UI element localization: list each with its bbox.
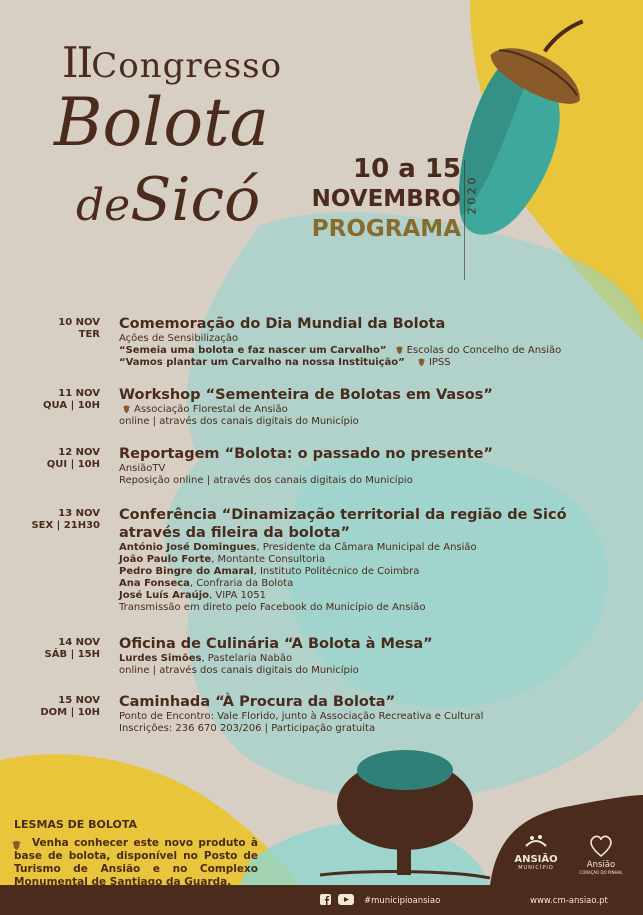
event-body: Caminhada “À Procura da Bolota” Ponto de Encontro: Vale Florido, junto à Associação Recreativa e Cultural Inscrições: 236 670 203/206 | Participação gratuita	[119, 693, 599, 735]
title-line-bolota: Bolota	[54, 84, 269, 161]
event-title-cont: através da fileira da bolota”	[119, 525, 351, 541]
event-title: Conferência “Dinamização territorial da região de Sicó	[119, 507, 567, 523]
programa-label: PROGRAMA	[311, 216, 461, 242]
acorn-icon	[123, 404, 130, 413]
event-body: Conferência “Dinamização territorial da região de Sicó através da fileira da bolota” António José Domingues, Presidente da Câmara Municipal de Ansião João Paulo Forte, Montante Consultoria Pedro Bingre do Amaral, Instituto Politécnico de Coimbra Ana Fonseca, Confraria da Bolota José Luís Araújo, VIPA 1051 Transmissão em direto pelo Facebook do Município de Ansião	[119, 506, 599, 614]
event-date: 10 NOV TER	[58, 317, 100, 340]
event-title: Workshop “Sementeira de Bolotas em Vasos”	[119, 387, 493, 403]
event-date: 13 NOV SEX | 21H30	[31, 508, 100, 531]
event-body: Workshop “Sementeira de Bolotas em Vasos” Associação Florestal de Ansião online | através dos canais digitais do Município	[119, 386, 599, 428]
congress-title	[40, 30, 310, 250]
event-date: 12 NOV QUI | 10H	[46, 447, 100, 470]
date-range: 10 a 15	[352, 154, 461, 184]
youtube-icon[interactable]	[338, 894, 354, 905]
lesmas-body: Venha conhecer este novo produto à base de bolota, disponível no Posto de Turismo de Ansião e no Complexo Monumental de Santiago da Guarda.	[14, 837, 258, 888]
event-date: 11 NOV QUA | 10H	[43, 388, 100, 411]
heart-icon	[589, 834, 613, 858]
event-date: 14 NOV SÁB | 15H	[44, 637, 100, 660]
lesmas-title: LESMAS DE BOLOTA	[14, 818, 137, 831]
speaker: Pedro Bingre do Amaral, Instituto Politécnico de Coimbra	[119, 566, 420, 577]
date-month: NOVEMBRO	[311, 186, 461, 212]
year-label: 2020	[465, 174, 479, 215]
event-title: Oficina de Culinária “A Bolota à Mesa”	[119, 636, 433, 652]
event-body: Oficina de Culinária “A Bolota à Mesa” Lurdes Simões, Pastelaria Nabão online | através dos canais digitais do Município	[119, 635, 599, 677]
footer-bar	[0, 885, 643, 915]
acorn-icon	[418, 357, 425, 366]
event-body: Reportagem “Bolota: o passado no presente” AnsiãoTV Reposição online | através dos canais digitais do Município	[119, 445, 599, 487]
crest-icon	[524, 832, 548, 852]
title-line-de-sico: deSicó	[76, 165, 261, 235]
speaker: Ana Fonseca, Confraria da Bolota	[119, 578, 294, 589]
event-dates	[312, 154, 461, 244]
website-link[interactable]: www.cm-ansiao.pt	[530, 896, 608, 906]
event-title: Comemoração do Dia Mundial da Bolota	[119, 316, 446, 332]
event-date: 15 NOV DOM | 10H	[40, 695, 100, 718]
event-title: Caminhada “À Procura da Bolota”	[119, 694, 396, 710]
speaker: António José Domingues, Presidente da Câmara Municipal de Ansião	[119, 542, 477, 553]
ansiao-coracao-logo: Ansião CORAÇÃO DO PINHAL	[578, 832, 624, 880]
acorn-icon	[396, 345, 403, 354]
event-body: Comemoração do Dia Mundial da Bolota Ações de Sensibilização “Semeia uma bolota e faz nascer um Carvalho” Escolas do Concelho de Ansião “Vamos plantar um Carvalho na nossa Instituição” IPSS	[119, 315, 599, 369]
speaker: João Paulo Forte, Montante Consultoria	[119, 554, 326, 565]
event-title: Reportagem “Bolota: o passado no presente”	[119, 446, 494, 462]
municipio-ansiao-logo: ANSIÃO MUNICÍPIO	[508, 832, 564, 880]
title-line-congresso: IICongresso	[62, 38, 283, 87]
speaker: José Luís Araújo, VIPA 1051	[119, 590, 267, 601]
hashtag: #municipioansiao	[364, 896, 441, 906]
facebook-icon[interactable]	[320, 894, 332, 905]
